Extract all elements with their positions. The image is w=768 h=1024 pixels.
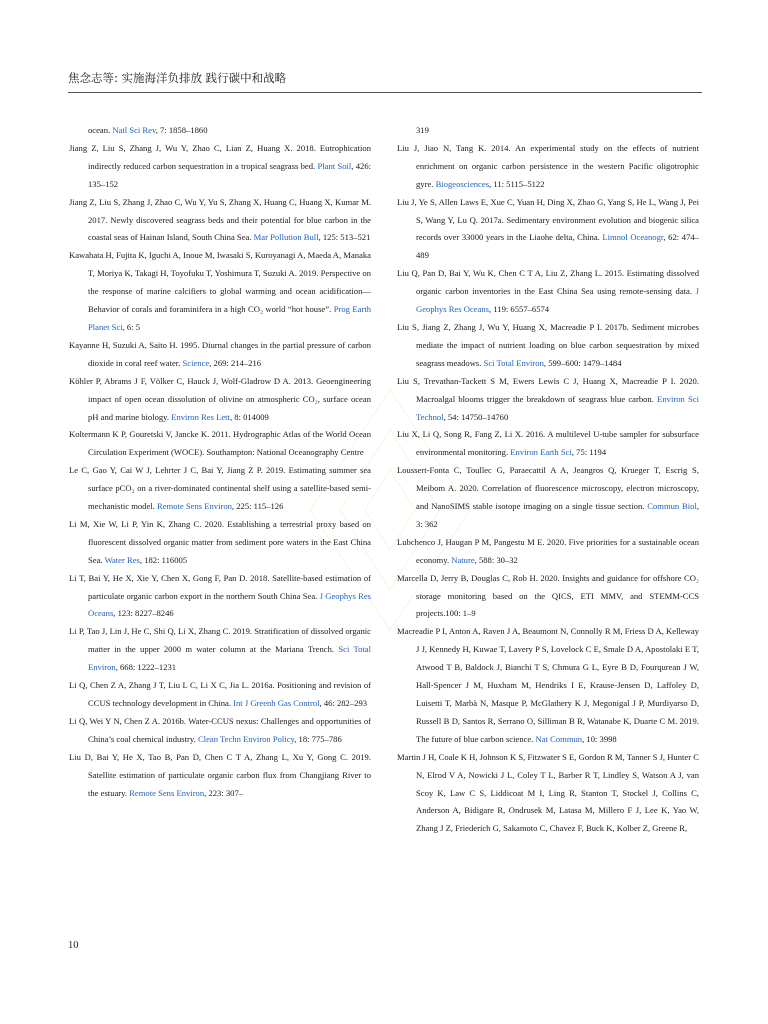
- journal-link[interactable]: Remote Sens Environ: [129, 787, 205, 798]
- reference-volume-pages: , 668: 1222–1231: [115, 662, 177, 673]
- reference-entry: [69, 516, 371, 570]
- reference-volume-pages: , 62: 474–489: [416, 232, 699, 261]
- journal-link[interactable]: Environ Res Lett: [171, 411, 230, 422]
- reference-text: Macreadie P I, Anton A, Raven J A, Beaumont N, Connolly R M, Friess D A, Kelleway J J, Kennedy H, Kuwae T, Lavery P S, Lovelock C E, Smale D A, Apostolaki E T, Atwood T B, Baldock J, Bianchi T S, Chmura G L, Eyre B D, Fourqurean J W, Hall-Spencer J M, Huxham M, Hendriks I E, Krause-Jensen D, Laffoley D, Luisetti T, Marbà N, Masque P, McGlathery K J, Megonigal J P, Murdiyarso D, Russell B D, Santos R, Serrano O, Silliman B R, Watanabe K, Duarte C M. 2019. The future of blue carbon science.: [397, 626, 699, 744]
- reference-column-left: [69, 122, 371, 802]
- reference-volume-pages: , 426: 135–152: [88, 160, 372, 189]
- reference-volume-pages: , 225: 115–126: [231, 501, 284, 512]
- journal-link[interactable]: Nat Commun: [535, 733, 583, 744]
- reference-text: Kayanne H, Suzuki A, Saito H. 1995. Diurnal changes in the partial pressure of carbon dioxide in coral reef water.: [69, 339, 371, 368]
- reference-volume-pages: , 123: 8227–8246: [113, 608, 174, 619]
- reference-text: Liu X, Li Q, Song R, Fang Z, Li X. 2016. A multilevel U-tube sampler for subsurface environmental monitoring.: [397, 429, 699, 458]
- reference-entry: [397, 265, 699, 319]
- reference-text: Li Q, Wei Y N, Chen Z A. 2016b. Water-CCUS nexus: Challenges and opportunities of China’s coal chemical industry.: [69, 715, 371, 744]
- reference-text: Jiang Z, Liu S, Zhang J, Zhao C, Wu Y, Yu S, Zhang X, Huang C, Huang X, Kumar M. 2017. Newly discovered seagrass beds and their potential for blue carbon in the coastal seas of Hainan Island, South China Sea.: [69, 196, 371, 243]
- journal-link[interactable]: J Geophys Res Oceans: [88, 590, 371, 619]
- reference-volume-pages: , 7: 1858–1860: [155, 125, 208, 135]
- journal-link[interactable]: Prog Earth Planet Sci: [88, 304, 371, 332]
- reference-text: Liu D, Bai Y, He X, Tao B, Pan D, Chen C T A, Zhang L, Xu Y, Gong C. 2019. Satellite estimation of particulate organic carbon flux from Changjiang River to the estuary.: [69, 751, 371, 798]
- reference-text: Liu J, Jiao N, Tang K. 2014. An experimental study on the effects of nutrient enrichment on organic carbon persistence in the western Pacific oligotrophic gyre.: [397, 142, 699, 189]
- reference-entry: [69, 247, 371, 337]
- reference-volume-pages: , 6: 5: [122, 321, 141, 332]
- reference-entry: [69, 194, 371, 248]
- reference-entry: [397, 319, 699, 373]
- reference-entry: [397, 194, 699, 266]
- journal-link[interactable]: Biogeosciences: [435, 178, 490, 189]
- reference-text: Liu S, Jiang Z, Zhang J, Wu Y, Huang X, Macreadie P I. 2017b. Sediment microbes mediate the impact of nutrient loading on blue carbon sequestration by mixed seagrass meadows.: [397, 321, 699, 368]
- reference-volume-pages: , 588: 30–32: [474, 554, 518, 565]
- reference-text: Loussert-Fonta C, Toullec G, Paraecattil A A, Jeangros Q, Krueger T, Escrig S, Meibom A. 2020. Correlation of fluorescence microscopy, electron microscopy, and NanoSIMS stable isotope imaging on a single tissue section.: [397, 465, 699, 512]
- journal-link[interactable]: Limnol Oceanogr: [602, 232, 664, 243]
- journal-link[interactable]: Environ Sci Technol: [416, 393, 699, 422]
- reference-volume-pages: , 3: 362: [416, 501, 699, 529]
- running-header: 焦念志等: 实施海洋负排放 践行碳中和战略: [68, 71, 287, 85]
- reference-text: Marcella D, Jerry B, Douglas C, Rob H. 2020. Insights and guidance for offshore CO₂ storage monitoring based on the QICS, ETI MMV, and STEMM-CCS projects.100: 1–9: [397, 572, 699, 619]
- reference-column-right: [397, 122, 699, 838]
- reference-entry: [69, 462, 371, 516]
- reference-volume-pages: , 119: 6557–6574: [489, 304, 550, 315]
- reference-volume-pages: , 11: 5115–5122: [489, 178, 545, 189]
- journal-link[interactable]: Mar Pollution Bull: [253, 232, 319, 243]
- reference-text: Köhler P, Abrams J F, Völker C, Hauck J, Wolf-Gladrow D A. 2013. Geoengineering impact of open ocean dissolution of olivine on atmospheric CO₂, surface ocean pH and marine biology.: [69, 375, 371, 422]
- reference-volume-pages: , 75: 1194: [571, 447, 607, 458]
- reference-text: ocean.: [88, 125, 113, 135]
- reference-text: Liu S, Trevathan-Tackett S M, Ewers Lewis C J, Huang X, Macreadie P I. 2020. Macroalgal blooms trigger the breakdown of seagrass blue carbon.: [397, 375, 699, 404]
- header-divider: [68, 92, 702, 93]
- reference-text: Kawahata H, Fujita K, Iguchi A, Inoue M, Iwasaki S, Kuroyanagi A, Maeda A, Manaka T, Moriya K, Takagi H, Toyofuku T, Yoshimura T, Suzuki A. 2019. Perspective on the response of marine calcifiers to global warming and ocean acidification—Behavior of corals and foraminifera in a high CO₂ world “hot house”.: [69, 250, 371, 315]
- reference-entry: [397, 426, 699, 462]
- journal-link[interactable]: Nature: [451, 554, 475, 565]
- reference-text: Li Q, Chen Z A, Zhang J T, Liu L C, Li X C, Jia L. 2016a. Positioning and revision of CCUS technology development in China.: [69, 680, 371, 708]
- reference-text: Le C, Gao Y, Cai W J, Lehrter J C, Bai Y, Jiang Z P. 2019. Estimating summer sea surface pCO₂ on a river-dominated continental shelf using a satellite-based semi-mechanistic model.: [69, 465, 371, 512]
- reference-entry: [69, 713, 371, 749]
- reference-volume-pages: , 599–600: 1479–1484: [543, 357, 622, 368]
- reference-entry: [397, 749, 699, 839]
- reference-text: Lubchenco J, Haugan P M, Pangestu M E. 2020. Five priorities for a sustainable ocean economy.: [397, 536, 699, 565]
- reference-volume-pages: , 125: 513–521: [318, 232, 371, 243]
- journal-link[interactable]: Clean Techn Environ Policy: [197, 733, 295, 744]
- reference-volume-pages: , 8: 014009: [229, 411, 269, 422]
- reference-entry: [397, 373, 699, 427]
- journal-link[interactable]: Sci Total Environ: [483, 357, 544, 368]
- reference-text: Liu Q, Pan D, Bai Y, Wu K, Chen C T A, Liu Z, Zhang L. 2015. Estimating dissolved organic carbon inventories in the East China Sea using remote-sensing data.: [397, 268, 699, 297]
- reference-entry: [69, 373, 371, 427]
- reference-text: Martin J H, Coale K H, Johnson K S, Fitzwater S E, Gordon R M, Tanner S J, Hunter C N, Elrod V A, Nowicki J L, Coley T L, Barber R T, Lindley S, Watson A J, van Scoy K, Law C S, Liddicoat M I, Ling R, Stanton T, Stockel J, Collins C, Anderson A, Bidigare R, Ondrusek M, Latasa M, Millero F J, Lee K, Yao W, Zhang J Z, Friederich G, Sakamoto C, Chavez F, Buck K, Kolber Z, Greene R,: [397, 751, 699, 834]
- reference-text: Li T, Bai Y, He X, Xie Y, Chen X, Gong F, Pan D. 2018. Satellite-based estimation of particulate organic carbon export in the northern South China Sea.: [69, 572, 371, 601]
- reference-entry: [69, 677, 371, 713]
- reference-text: Li M, Xie W, Li P, Yin K, Zhang C. 2020. Establishing a terrestrial proxy based on fluorescent dissolved organic matter from sediment pore waters in the East China Sea.: [69, 518, 371, 565]
- reference-entry: [69, 122, 371, 140]
- reference-volume-pages: , 46: 282–293: [319, 698, 368, 708]
- reference-entry: [397, 570, 699, 624]
- reference-text: Li P, Tao J, Lin J, He C, Shi Q, Li X, Zhang C. 2019. Stratification of dissolved organic matter in the upper 2000 m water column at the Mariana Trench.: [69, 626, 371, 655]
- journal-link[interactable]: Int J Greenh Gas Control: [233, 698, 320, 708]
- reference-entry: [69, 623, 371, 677]
- reference-entry: [69, 426, 371, 462]
- reference-entry: [69, 570, 371, 624]
- reference-volume-pages: , 269: 214–216: [209, 357, 262, 368]
- reference-volume-pages: , 18: 775–786: [294, 733, 342, 744]
- reference-text: 319: [416, 125, 429, 135]
- journal-link[interactable]: Environ Earth Sci: [510, 447, 572, 458]
- reference-text: Jiang Z, Liu S, Zhang J, Wu Y, Zhao C, Lian Z, Huang X. 2018. Eutrophication indirectly reduced carbon sequestration in a tropical seagrass bed.: [69, 142, 371, 171]
- reference-entry: [397, 623, 699, 748]
- reference-entry: [69, 749, 371, 803]
- journal-link[interactable]: Remote Sens Environ: [156, 501, 232, 512]
- reference-entry: [397, 462, 699, 534]
- reference-volume-pages: , 10: 3998: [582, 733, 617, 744]
- reference-entry: [397, 140, 699, 194]
- reference-entry: [69, 337, 371, 373]
- reference-text: Liu J, Ye S, Allen Laws E, Xue C, Yuan H, Ding X, Zhao G, Yang S, He L, Wang J, Pei S, Wang Y, Lu Q. 2017a. Sedimentary environment evolution and biogenic silica records over 33000 years in the Liaohe delta, China.: [397, 196, 699, 243]
- journal-link[interactable]: J Geophys Res Oceans: [416, 286, 699, 315]
- reference-entry: [69, 140, 371, 194]
- journal-link[interactable]: Commun Biol: [647, 501, 697, 512]
- journal-link[interactable]: Science: [182, 357, 210, 368]
- journal-link[interactable]: Sci Total Environ: [88, 644, 372, 673]
- reference-volume-pages: , 182: 116005: [139, 554, 188, 565]
- journal-link[interactable]: Plant Soil: [317, 160, 352, 171]
- journal-link[interactable]: Natl Sci Rev: [112, 125, 156, 135]
- journal-link[interactable]: Water Res: [104, 554, 140, 565]
- reference-volume-pages: , 54: 14750–14760: [443, 411, 509, 422]
- reference-entry: [397, 122, 699, 140]
- reference-volume-pages: , 223: 307–: [204, 787, 244, 798]
- reference-text: Koltermann K P, Gouretski V, Jancke K. 2011. Hydrographic Atlas of the World Ocean Circulation Experiment (WOCE). Southampton: National Oceanography Centre: [69, 429, 371, 458]
- reference-entry: [397, 534, 699, 570]
- page-number: 10: [68, 940, 79, 951]
